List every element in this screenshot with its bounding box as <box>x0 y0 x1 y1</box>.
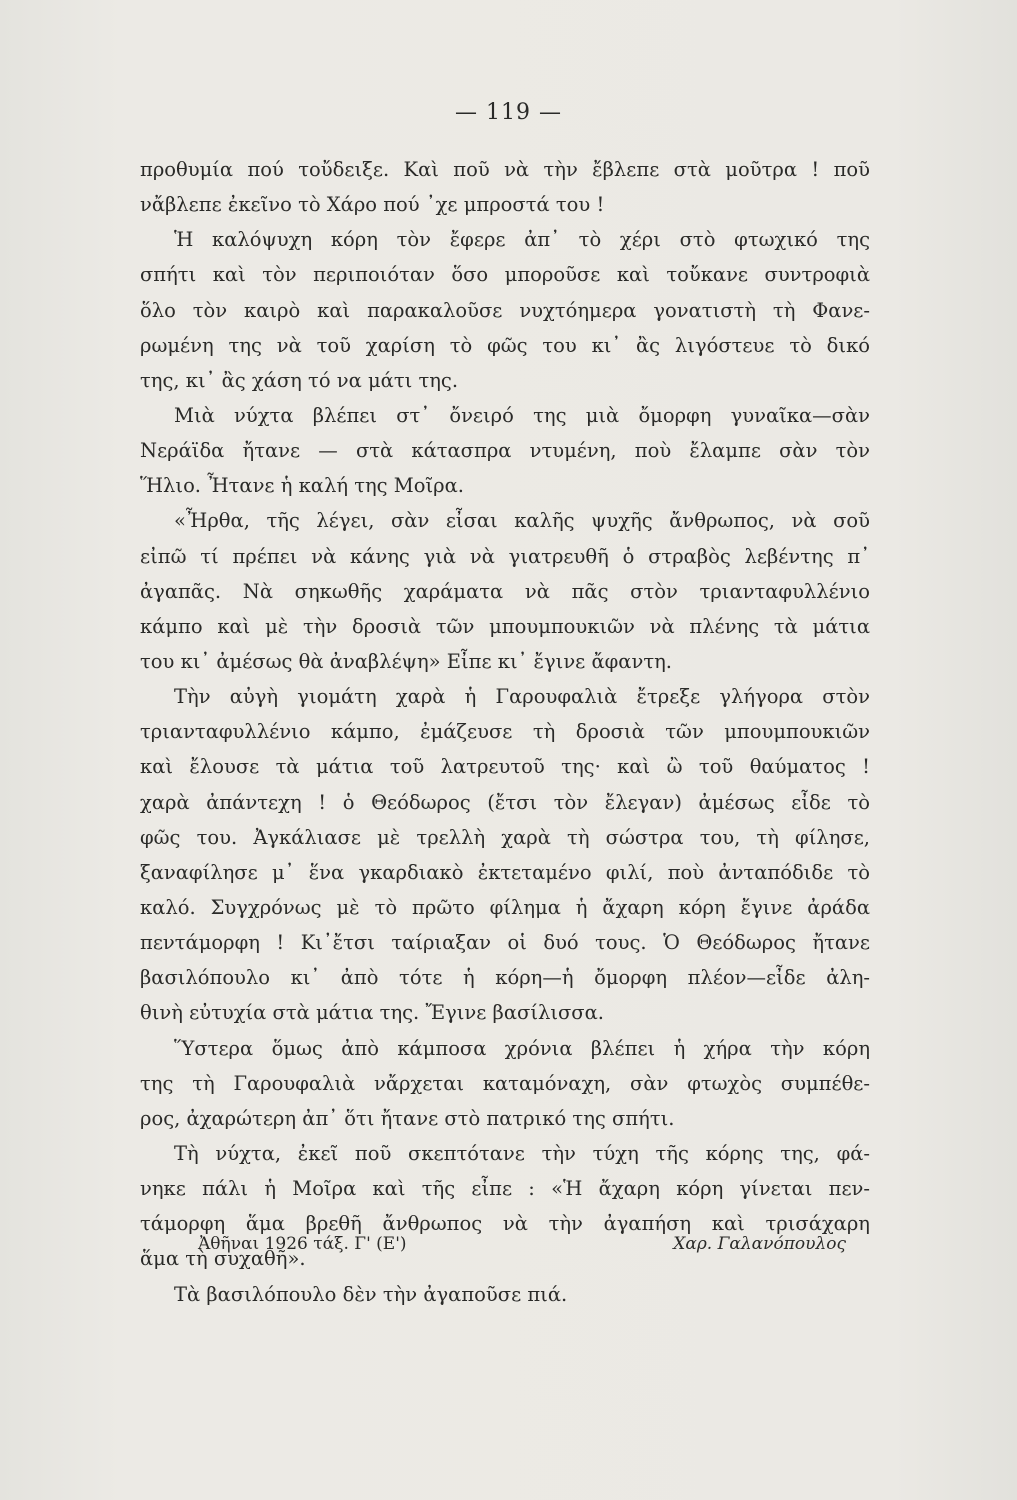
text-line: κάμπο καὶ μὲ τὴν δροσιὰ τῶν μπουμπουκιῶν νὰ πλένης τὰ μάτια <box>140 614 870 638</box>
author-signature: Χαρ. Γαλανόπουλος <box>673 1234 846 1254</box>
text-line: καὶ ἔλουσε τὰ μάτια τοῦ λατρευτοῦ της· καὶ ὢ τοῦ θαύματος ! <box>140 755 870 779</box>
text-line: «Ἦρθα, τῆς λέγει, σὰν εἶσαι καλῆς ψυχῆς ἄνθρωπος, νὰ σοῦ <box>174 509 870 533</box>
text-line: Ἥλιο. Ἦτανε ἡ καλή της Μοῖρα. <box>140 474 464 498</box>
text-line: πεντάμορφη ! Κι᾿ἔτσι ταίριαξαν οἱ δυό τους. Ὁ Θεόδωρος ἤτανε <box>140 931 870 955</box>
text-line: Νεράϊδα ἤτανε — στὰ κάτασπρα ντυμένη, ποὺ ἔλαμπε σὰν τὸν <box>140 439 870 463</box>
text-line: ἀγαπᾶς. Νὰ σηκωθῆς χαράματα νὰ πᾶς στὸν τριανταφυλλένιο <box>140 579 870 603</box>
text-line: τάμορφη ἅμα βρεθῆ ἄνθρωπος νὰ τὴν ἀγαπήση καὶ τρισάχαρη <box>140 1212 870 1236</box>
text-line: θινὴ εὐτυχία στὰ μάτια της. Ἔγινε βασίλισσα. <box>140 1001 604 1025</box>
text-line: ὅλο τὸν καιρὸ καὶ παρακαλοῦσε νυχτόημερα γονατιστὴ τὴ Φανε- <box>140 298 870 322</box>
text-line: Τὴν αὐγὴ γιομάτη χαρὰ ἡ Γαρουφαλιὰ ἔτρεξε γλήγορα στὸν <box>174 685 870 709</box>
text-line: σπήτι καὶ τὸν περιποιόταν ὅσο μποροῦσε καὶ τοὔκανε συντροφιὰ <box>140 263 870 287</box>
text-line: χαρὰ ἀπάντεχη ! ὁ Θεόδωρος (ἔτσι τὸν ἔλεγαν) ἀμέσως εἶδε τὸ <box>140 790 870 814</box>
text-line: βασιλόπουλο κι᾿ ἀπὸ τότε ἡ κόρη—ἡ ὄμορφη πλέον—εἶδε ἀλη- <box>140 966 870 990</box>
text-line: ρωμένη της νὰ τοῦ χαρίση τὸ φῶς του κι᾿ ἂς λιγόστευε τὸ δικό <box>140 333 870 357</box>
text-line: καλό. Συγχρόνως μὲ τὸ πρῶτο φίλημα ἡ ἄχαρη κόρη ἔγινε ἀράδα <box>140 895 870 919</box>
text-line: ξαναφίλησε μ᾿ ἕνα γκαρδιακὸ ἐκτεταμένο φιλί, ποὺ ἀνταπόδιδε τὸ <box>140 860 870 884</box>
text-line: Μιὰ νύχτα βλέπει στ᾿ ὄνειρό της μιὰ ὄμορφη γυναῖκα—σὰν <box>174 403 870 427</box>
text-line: τριανταφυλλένιο κάμπο, ἐμάζευσε τὴ δροσιὰ τῶν μπουμπουκιῶν <box>140 720 870 744</box>
place-date: Ἀθῆναι 1926 τάξ. Γ' (Ε') <box>198 1234 407 1254</box>
text-line: του κι᾿ ἀμέσως θὰ ἀναβλέψη» Εἶπε κι᾿ ἔγινε ἄφαντη. <box>140 649 672 673</box>
text-line: Τὰ βασιλόπουλο δὲν τὴν ἀγαποῦσε πιά. <box>174 1282 568 1306</box>
text-line: νηκε πάλι ἡ Μοῖρα καὶ τῆς εἶπε : «Ἡ ἄχαρη κόρη γίνεται πεν- <box>140 1177 870 1201</box>
text-line: φῶς του. Ἀγκάλιασε μὲ τρελλὴ χαρὰ τὴ σώστρα του, τὴ φίλησε, <box>140 825 870 849</box>
text-line: της, κι᾿ ἂς χάση τό να μάτι της. <box>140 368 459 392</box>
text-line: εἰπῶ τί πρέπει νὰ κάνης γιὰ νὰ γιατρευθῆ ὁ στραβὸς λεβέντης π᾿ <box>140 544 870 568</box>
page-number: — 119 — <box>455 100 562 125</box>
text-line: Τὴ νύχτα, ἐκεῖ ποῦ σκεπτότανε τὴν τύχη τῆς κόρης της, φά- <box>174 1141 870 1165</box>
page-footer <box>198 1228 846 1262</box>
text-block <box>140 152 870 1312</box>
text-line: ρος, ἀχαρώτερη ἀπ᾿ ὅτι ἤτανε στὸ πατρικό της σπήτι. <box>140 1106 675 1130</box>
text-line: ἅμα τὴ συχαθῆ». <box>140 1247 306 1271</box>
text-line: Ἡ καλόψυχη κόρη τὸν ἔφερε ἀπ᾿ τὸ χέρι στὸ φτωχικό της <box>174 228 870 252</box>
text-line: νἄβλεπε ἐκεῖνο τὸ Χάρο πού ᾿χε μπροστά του ! <box>140 193 605 217</box>
text-line: προθυμία πού τοὔδειξε. Καὶ ποῦ νὰ τὴν ἔβλεπε στὰ μοῦτρα ! ποῦ <box>140 158 870 181</box>
text-line: της τὴ Γαρουφαλιὰ νἄρχεται καταμόναχη, σὰν φτωχὸς συμπέθε- <box>140 1071 870 1095</box>
text-line: Ὕστερα ὅμως ἀπὸ κάμποσα χρόνια βλέπει ἡ χήρα τὴν κόρη <box>174 1036 870 1060</box>
